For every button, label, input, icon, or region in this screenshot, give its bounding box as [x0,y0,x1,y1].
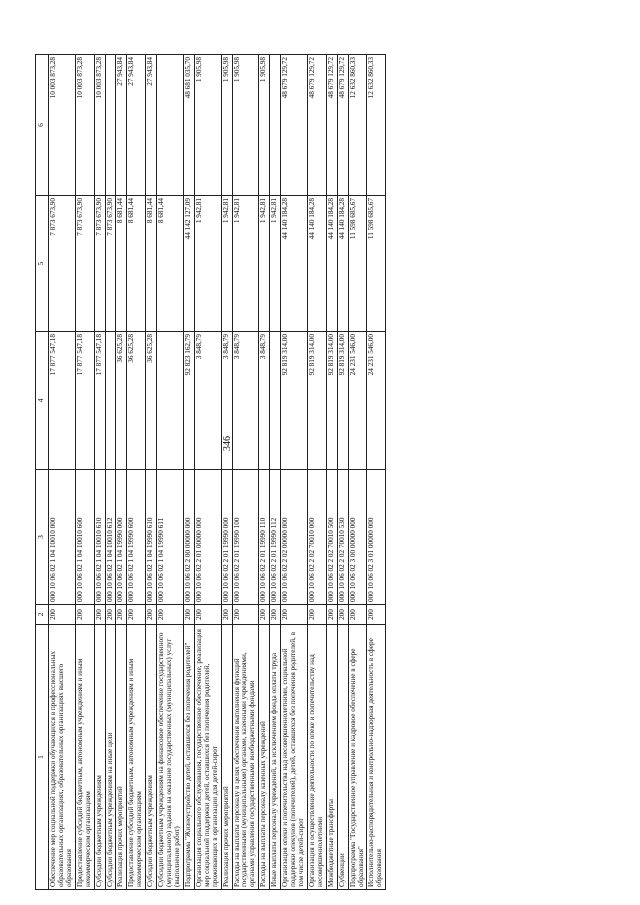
row-name: Субсидии бюджетным учреждениям на финансовое обеспечение государственного (муниципального) задания на оказание государственных (муниципальных) услуг (выполнение работ) [157,625,184,890]
table-row [281,55,308,890]
table-row [146,55,157,890]
row-name: Расходы на выплаты персоналу в целях обеспечения выполнения функций государственными (муниципальными) органами, казенными учреждениями, органами управления государственными внебюджетными фондами [232,625,259,890]
row-code: 200 [232,605,259,625]
table-row [75,55,94,890]
row-value-5: 44 142 127,09 [183,196,194,332]
row-value-4: 3 848,79 [259,332,270,470]
row-value-5: 11 598 685,67 [367,196,386,332]
budget-table-wrapper [35,55,597,890]
row-value-5: 7 873 673,90 [75,196,94,332]
row-value-5: 44 140 184,28 [281,196,308,332]
row-value-4: 36 625,28 [116,332,127,470]
row-value-4: 92 819 314,00 [281,332,308,470]
row-value-4 [270,332,281,470]
row-code: 200 [221,605,232,625]
row-name: Реализация прочих мероприятий [116,625,127,890]
row-value-6 [105,55,116,196]
table-row [270,55,281,890]
table-row [326,55,337,890]
row-csr: 000 10 06 02 2 01 19990 100 [232,470,259,605]
table-row [221,55,232,890]
row-value-6: 12 632 860,33 [348,55,367,196]
row-code: 200 [326,605,337,625]
table-row [367,55,386,890]
row-value-5: 7 873 673,90 [105,196,116,332]
row-value-6: 48 679 129,72 [326,55,337,196]
header-col-5: 5 [36,196,49,332]
row-value-6: 1 905,98 [259,55,270,196]
row-value-4: 17 877 547,18 [94,332,105,470]
row-csr: 000 10 06 02 2 02 70010 000 [307,470,326,605]
row-name: Организация опеки и попечительства над несовершеннолетними, социальной поддержки опекунов (попечителей), детей, оставшихся без попечения родителей, в том числе детей-сирот [281,625,308,890]
header-col-2: 2 [36,605,49,625]
row-code: 200 [75,605,94,625]
row-value-4 [157,332,184,470]
row-value-4: 3 848,79 [232,332,259,470]
row-value-6: 10 003 873,28 [75,55,94,196]
row-csr: 000 10 06 02 2 01 00000 000 [194,470,221,605]
row-code: 200 [146,605,157,625]
row-csr: 000 10 06 02 2 02 00000 000 [281,470,308,605]
row-csr: 000 10 06 02 1 04 19990 600 [127,470,146,605]
row-value-6: 48 679 129,72 [307,55,326,196]
header-col-4: 4 [36,332,49,470]
row-value-6: 48 679 129,72 [281,55,308,196]
row-csr: 000 10 06 02 1 04 19990 611 [157,470,184,605]
row-csr: 000 10 06 02 1 04 19990 000 [116,470,127,605]
row-value-6: 1 905,98 [194,55,221,196]
row-value-4: 36 625,28 [146,332,157,470]
row-value-6: 10 003 873,28 [94,55,105,196]
table-body [49,55,386,890]
row-csr: 000 10 06 02 1 04 19990 610 [146,470,157,605]
budget-table [35,54,386,890]
table-row [337,55,348,890]
row-csr: 000 10 06 02 2 01 19990 112 [270,470,281,605]
header-row [36,55,49,890]
row-name: Расходы на выплаты персоналу казенных учреждений [259,625,270,890]
row-value-4: 36 625,28 [127,332,146,470]
table-row [307,55,326,890]
row-name: Предоставление субсидий бюджетным, автономным учреждениям и иным некоммерческим организациям [127,625,146,890]
row-value-5: 1 942,81 [194,196,221,332]
row-code: 200 [105,605,116,625]
row-value-4: 24 231 546,00 [348,332,367,470]
row-value-5: 8 681,44 [116,196,127,332]
row-value-5: 1 942,81 [221,196,232,332]
row-value-5: 1 942,81 [232,196,259,332]
row-value-4: 92 819 314,00 [307,332,326,470]
row-name: Иные выплаты персоналу учреждений, за исключением фонда оплаты труда [270,625,281,890]
rotated-page [35,55,597,890]
row-value-4: 24 231 546,00 [367,332,386,470]
row-value-5: 1 942,81 [259,196,270,332]
row-value-6: 1 905,98 [232,55,259,196]
row-value-6 [270,55,281,196]
row-value-4: 92 819 314,00 [326,332,337,470]
row-csr: 000 10 06 02 2 01 19990 110 [259,470,270,605]
row-value-4: 17 877 547,18 [49,332,76,470]
table-row [194,55,221,890]
row-name: Предоставление субсидий бюджетным, автономным учреждениям и иным некоммерческим организациям [75,625,94,890]
row-value-6: 27 943,84 [116,55,127,196]
row-value-6: 48 681 035,70 [183,55,194,196]
row-code: 200 [94,605,105,625]
row-csr: 000 10 06 02 2 02 70010 500 [326,470,337,605]
table-row [49,55,76,890]
header-col-6: 6 [36,55,49,196]
row-value-5: 11 598 685,67 [348,196,367,332]
row-name: Организация социального обслуживания, государственное обеспечение, реализация мер социальной поддержки детей, оставшихся без попечения родителей, проживающих в организации для детей-сирот [194,625,221,890]
row-value-5: 8 681,44 [157,196,184,332]
row-value-4: 3 848,79 [194,332,221,470]
table-row [105,55,116,890]
table-row [116,55,127,890]
table-row [259,55,270,890]
row-code: 200 [127,605,146,625]
row-name: Подпрограмма "Государственное управление и кадровое обеспечение в сфере образования" [348,625,367,890]
row-csr: 000 10 06 02 2 02 70010 530 [337,470,348,605]
row-name: Реализация прочих мероприятий [221,625,232,890]
row-value-5: 44 140 184,28 [326,196,337,332]
row-csr: 000 10 06 02 1 04 10010 600 [75,470,94,605]
header-col-3: 3 [36,470,49,605]
row-value-6: 12 632 860,33 [367,55,386,196]
row-value-6: 1 905,98 [221,55,232,196]
row-name: Субсидии бюджетным учреждениям [146,625,157,890]
row-value-4 [105,332,116,470]
row-name: Организация и осуществление деятельности по опеке и попечительству над несовершеннолетними [307,625,326,890]
row-name: Субсидии бюджетным учреждениям на иные цели [105,625,116,890]
row-code: 200 [259,605,270,625]
table-row [157,55,184,890]
row-name: Обеспечение мер социальной поддержки обучающихся в профессиональных образовательных организациях, образовательных организациях высшего образования [49,625,76,890]
row-csr: 000 10 06 02 1 04 10010 610 [94,470,105,605]
row-value-5: 8 681,44 [146,196,157,332]
row-csr: 000 10 06 02 1 04 10010 612 [105,470,116,605]
row-value-6: 27 943,84 [127,55,146,196]
row-value-5: 7 873 673,90 [94,196,105,332]
row-code: 200 [348,605,367,625]
row-value-6 [157,55,184,196]
table-row [94,55,105,890]
table-row [127,55,146,890]
row-value-5: 8 681,44 [127,196,146,332]
row-value-6: 10 003 873,28 [49,55,76,196]
page-number: 346 [222,436,233,451]
row-csr: 000 10 06 02 3 00 00000 000 [348,470,367,605]
header-col-1: 1 [36,625,49,890]
row-value-4: 92 823 162,79 [183,332,194,470]
row-code: 200 [281,605,308,625]
table-row [183,55,194,890]
row-value-5: 7 873 673,90 [49,196,76,332]
row-code: 200 [367,605,386,625]
row-csr: 000 10 06 02 2 00 00000 000 [183,470,194,605]
row-name: Субвенции [337,625,348,890]
row-value-4: 92 819 314,00 [337,332,348,470]
row-csr: 000 10 06 02 1 04 10010 000 [49,470,76,605]
table-row [348,55,367,890]
row-name: Межбюджетные трансферты [326,625,337,890]
row-value-6: 27 943,84 [146,55,157,196]
row-value-6: 48 679 129,72 [337,55,348,196]
row-code: 200 [157,605,184,625]
row-value-5: 1 942,81 [270,196,281,332]
row-code: 200 [194,605,221,625]
row-value-5: 44 140 184,28 [337,196,348,332]
row-csr: 000 10 06 02 3 01 00000 000 [367,470,386,605]
row-name: Субсидии бюджетным учреждениям [94,625,105,890]
row-name: Исполнительно-распорядительная и контрольно-надзорная деятельность в сфере образования [367,625,386,890]
row-code: 200 [116,605,127,625]
row-code: 200 [49,605,76,625]
row-value-4: 3 848,79 [221,332,232,470]
row-csr: 000 10 06 02 2 01 19990 000 [221,470,232,605]
table-row [232,55,259,890]
row-code: 200 [337,605,348,625]
row-code: 200 [307,605,326,625]
row-code: 200 [270,605,281,625]
row-name: Подпрограмма "Жизнеустройство детей, оставшихся без попечения родителей" [183,625,194,890]
row-value-5: 44 140 184,28 [307,196,326,332]
row-code: 200 [183,605,194,625]
row-value-4: 17 877 547,18 [75,332,94,470]
